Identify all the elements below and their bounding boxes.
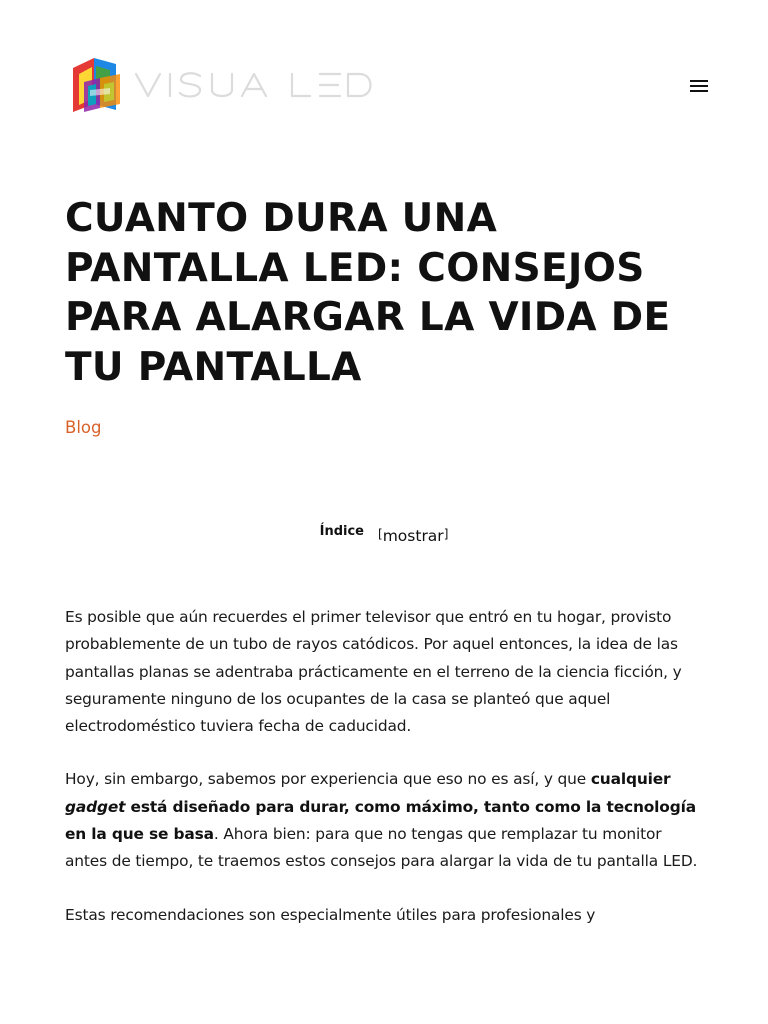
post-content bbox=[65, 604, 705, 955]
table-of-contents bbox=[0, 524, 768, 545]
toc-toggle-label: mostrar bbox=[382, 527, 444, 545]
paragraph-1: Es posible que aún recuerdes el primer televisor que entró en tu hogar, provisto probablemente de un tubo de rayos catódicos. Por aquel entonces, la idea de las pantallas planas se adentraba prácticamente en el terreno de la ciencia ficción, y seguramente ninguno de los ocupantes de la casa se planteó que aquel electrodoméstico tuviera fecha de caducidad. bbox=[65, 608, 682, 736]
paragraph-3: Estas recomendaciones son especialmente útiles para profesionales y bbox=[65, 905, 596, 924]
hamburger-menu-icon[interactable] bbox=[684, 72, 714, 100]
emphasis-text-2: está diseñado para durar, como máximo, tanto como la tecnología en la que se basa bbox=[65, 797, 696, 844]
paragraph-2-intro: Hoy, sin embargo, sabemos por experiencia que eso no es así, y que bbox=[65, 770, 591, 789]
toc-title: Índice bbox=[319, 524, 365, 539]
site-header bbox=[0, 0, 768, 170]
post-title: CUANTO DURA UNA PANTALLA LED: CONSEJOS PARA ALARGAR LA VIDA DE TU PANTALLA bbox=[65, 196, 671, 390]
toc-toggle-button[interactable]: [mostrar] bbox=[378, 527, 449, 545]
gadget-term: gadget bbox=[65, 797, 126, 816]
emphasis-text-1: cualquier bbox=[590, 770, 671, 789]
paragraph-2-rest: . Ahora bien: para que no tengas que remplazar tu monitor antes de tiempo, te traemos estos consejos para alargar la vida de tu pantalla LED. bbox=[65, 825, 698, 871]
logo-wordmark bbox=[134, 68, 374, 102]
cube-logo-icon bbox=[70, 54, 128, 116]
category-link[interactable]: Blog bbox=[65, 418, 102, 437]
paragraph-2 bbox=[65, 766, 705, 875]
site-logo[interactable] bbox=[70, 54, 380, 116]
